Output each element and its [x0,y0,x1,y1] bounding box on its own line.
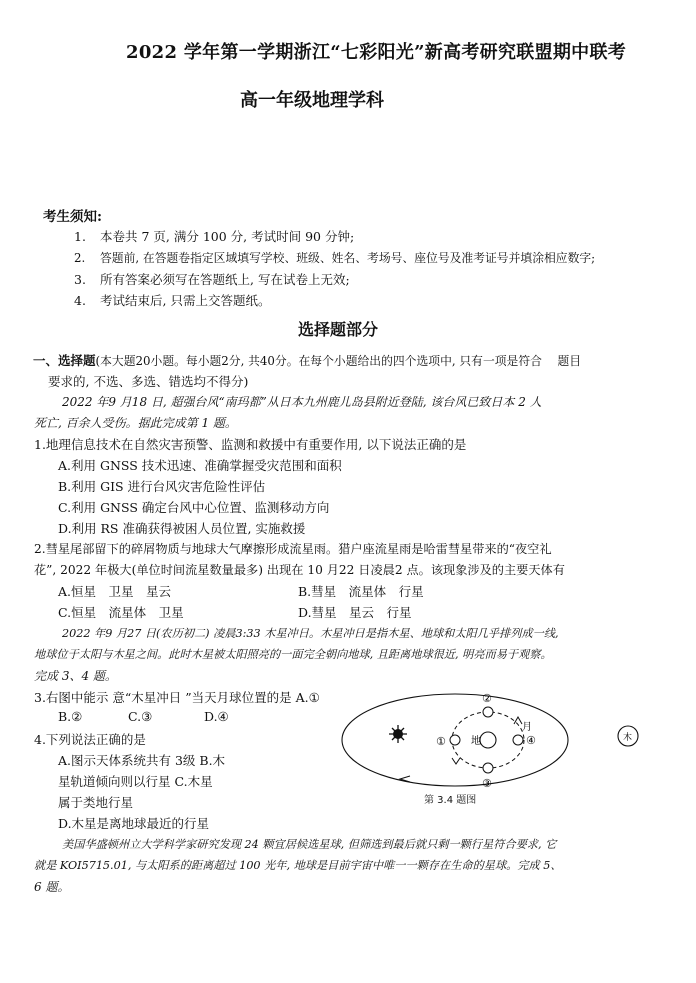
question-1-option: B.利用 GIS 进行台风灾害危险性评估 [58,479,266,494]
material-exoplanet: 就是 KOI5715.01, 与太阳系的距离超过 100 光年, 地球是目前宇宙中唯一一颗存在生命的星球。完成 5、 [34,859,562,872]
notice-item: 2. 答题前, 在答题卷指定区域填写学校、班级、姓名、考场号、座位号及准考证号并填涂相应数字; [74,251,596,265]
material-jupiter: 地球位于太阳与木星之间。此时木星被太阳照亮的一面完全朝向地球, 且距离地球很近, 明亮而易于观察。 [34,648,552,661]
notice-heading: 考生须知: [43,209,102,225]
question-2-option: D.彗星 星云 行星 [298,605,412,620]
question-4-stem: 4.下列说法正确的是 [34,732,146,747]
question-3-option: B.② [58,709,83,724]
sun-icon [389,725,407,743]
part1-header: 一、选择题(本大题20小题。每小题2分, 共40分。在每个小题给出的四个选项中, 只有一项是符合 题目 [33,353,582,368]
question-3-option: D.④ [204,709,229,724]
orbit-diagram [340,684,680,808]
material-exoplanet: 美国华盛顿州立大学科学家研究发现 24 颗宜居候选星球, 但筛选到最后就只剩一颗行星符合要求, 它 [62,838,557,851]
question-3-option: C.③ [128,709,153,724]
question-1-option: A.利用 GNSS 技术迅速、准确掌握受灾范围和面积 [58,458,342,473]
question-4-line: 属于类地行星 [58,795,134,810]
notice-item: 4. 考试结束后, 只需上交答题纸。 [74,293,271,308]
question-2-stem: 2.彗星尾部留下的碎屑物质与地球大气摩擦形成流星雨。猎户座流星雨是哈雷彗星带来的“夜空礼 [34,542,552,556]
earth-label: 地 [471,736,481,747]
question-1-stem: 1.地理信息技术在自然灾害预警、监测和救援中有重要作用, 以下说法正确的是 [34,437,467,452]
question-4-line: A.图示天体系统共有 3级 B.木 [58,753,226,768]
question-4-line: D.木星是离地球最近的行星 [58,816,210,831]
moon-position-3 [483,763,493,773]
exam-title: 2022 学年第一学期浙江“七彩阳光”新高考研究联盟期中联考 [126,42,627,63]
section-title: 选择题部分 [298,320,379,339]
question-4-line: 星轨道倾向则以行星 C.木星 [58,774,213,789]
material-exoplanet: 6 题。 [34,880,70,894]
marker-4: ④ [526,734,536,747]
moon-position-4 [513,735,523,745]
material-jupiter: 2022 年9 月27 日(农历初二) 凌晨3:33 木星冲日。木星冲日是指木星、地球和太阳几乎排列成一线, [62,627,559,640]
marker-2: ② [482,692,492,705]
notice-item: 1. 本卷共 7 页, 满分 100 分, 考试时间 90 分钟; [74,229,355,244]
question-2-stem: 花”, 2022 年极大(单位时间流星数量最多) 出现在 10 月22 日凌晨2 点。该现象涉及的主要天体有 [34,563,565,577]
moon-arrow [452,758,460,764]
material-typhoon: 死亡, 百余人受伤。据此完成第 1 题。 [34,416,237,430]
question-2-option: C.恒星 流星体 卫星 [58,605,184,620]
question-1-option: D.利用 RS 准确获得被困人员位置, 实施救援 [58,521,306,536]
figure-caption: 第 3.4 题图 [424,795,477,806]
notice-item: 3. 所有答案必须写在答题纸上, 写在试卷上无效; [74,272,350,287]
marker-1: ① [436,735,446,748]
question-1-option: C.利用 GNSS 确定台风中心位置、监测移动方向 [58,500,330,515]
moon-arrow [514,717,522,724]
jupiter-label: 木 [623,733,633,743]
moon-position-1 [450,735,460,745]
moon-label: 月 [522,722,532,733]
material-typhoon: 2022 年9 月18 日, 超强台风“南玛都”从日本九州鹿儿岛县附近登陆, 该台风已致日本 2 人 [62,395,542,409]
material-jupiter: 完成 3、4 题。 [34,669,117,683]
question-2-option: B.彗星 流星体 行星 [298,584,424,599]
moon-position-2 [483,707,493,717]
question-3-stem: 3.右图中能示 意“木星冲日 ”当天月球位置的是 A.① [34,690,320,705]
part1-desc: 要求的, 不选、多选、错选均不得分) [48,374,249,389]
marker-3: ③ [482,777,492,790]
exam-subject: 高一年级地理学科 [240,90,384,111]
question-2-option: A.恒星 卫星 星云 [58,584,172,599]
earth-circle [480,732,496,748]
